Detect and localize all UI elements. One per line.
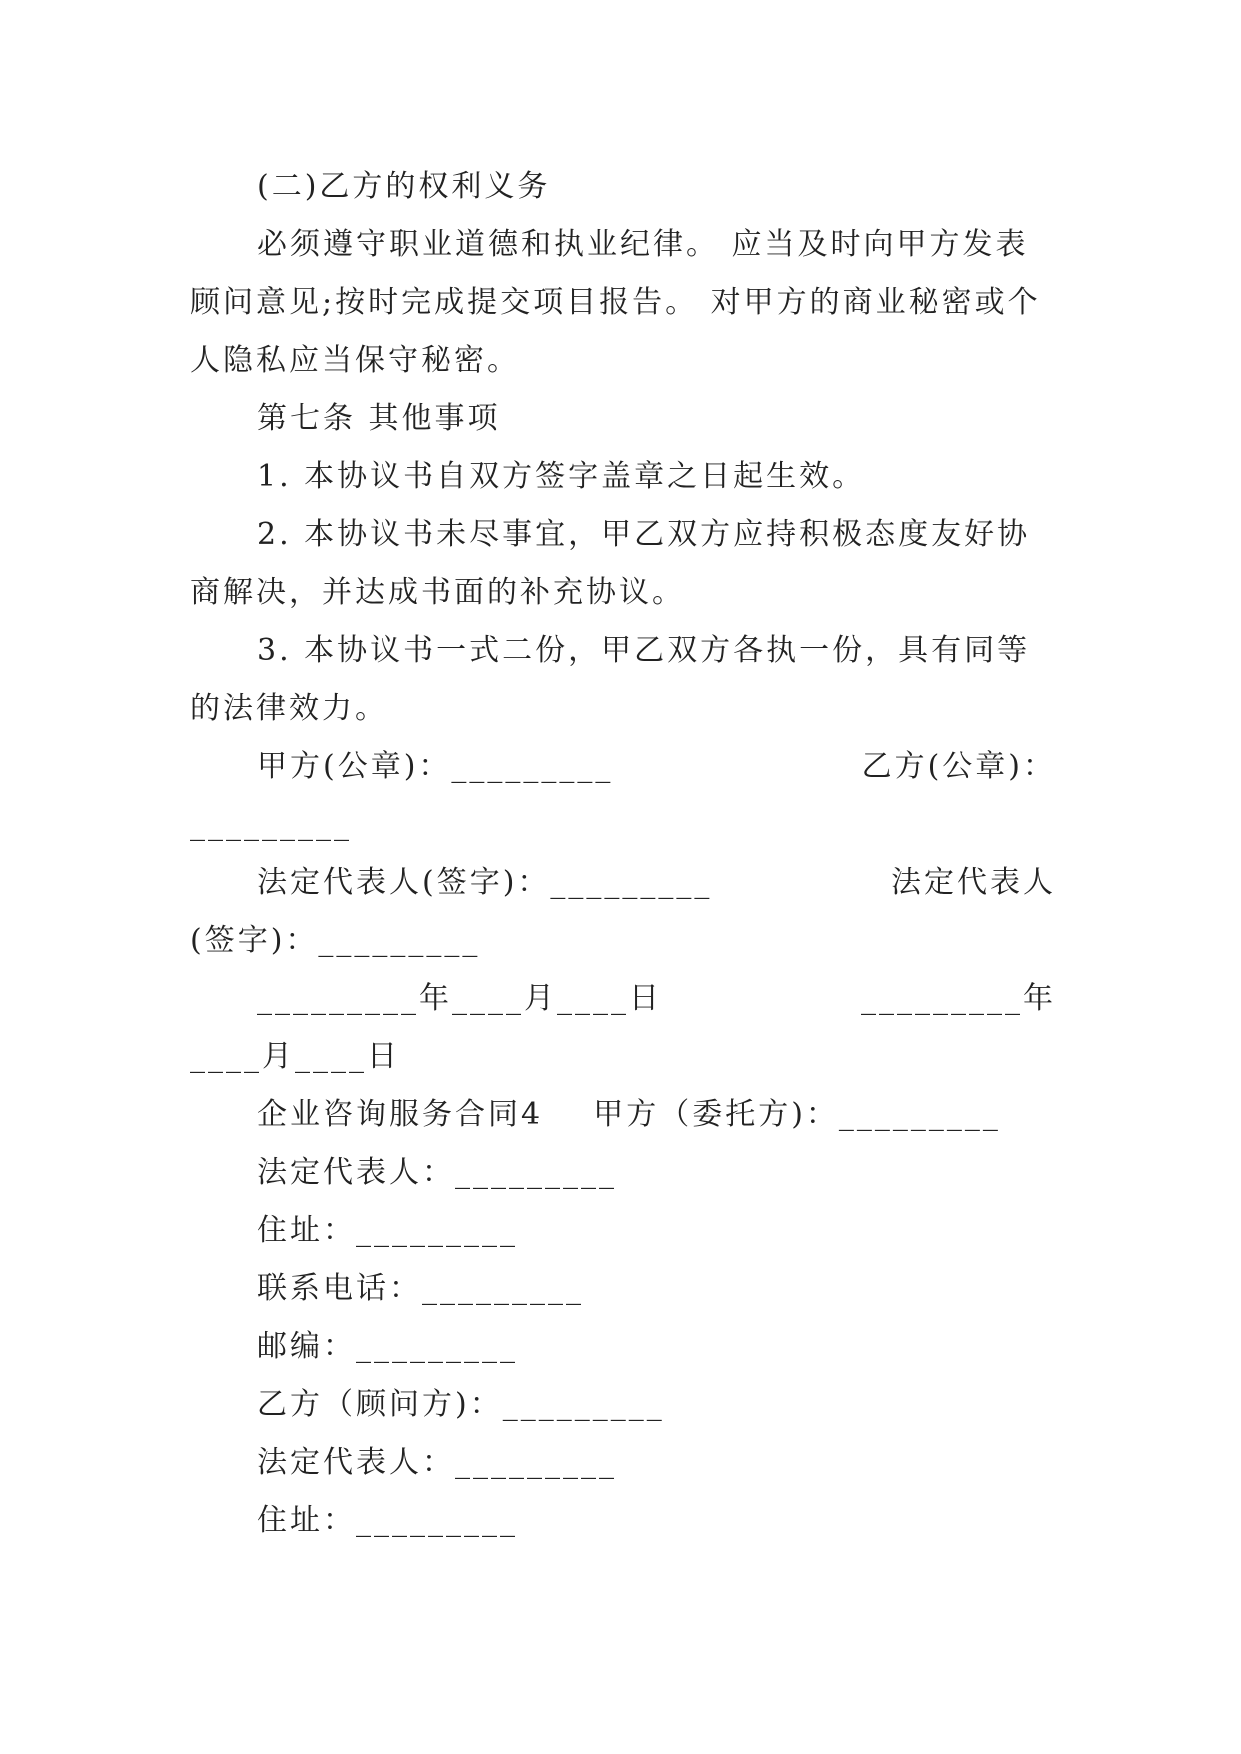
clause-3-continued: 的法律效力。 — [190, 691, 388, 726]
client-phone-field: 联系电话：_________ — [257, 1271, 584, 1306]
party-a-date-field: _________年____月____日 — [257, 981, 662, 1016]
party-b-representative-signature: (签字)：_________ — [190, 923, 481, 958]
party-b-seal-label: 乙方(公章)： — [861, 749, 1056, 784]
clause-2-continued: 商解决，并达成书面的补充协议。 — [190, 575, 685, 610]
clause-3: 3. 本协议书一式二份，甲乙双方各执一份，具有同等 — [257, 633, 1031, 668]
consultant-party-field: 乙方（顾问方)：_________ — [257, 1387, 665, 1422]
client-address-field: 住址：_________ — [257, 1213, 518, 1248]
paragraph-line: 顾问意见;按时完成提交项目报告。 对甲方的商业秘密或个 — [190, 285, 1041, 320]
client-postcode-field: 邮编：_________ — [257, 1329, 518, 1364]
party-b-date-year: _________年 — [861, 981, 1056, 1016]
party-a-representative-signature: 法定代表人(签字)：_________ — [257, 865, 713, 900]
consultant-address-field: 住址：_________ — [257, 1503, 518, 1538]
contract-title-and-client: 企业咨询服务合同4 甲方（委托方)：_________ — [257, 1097, 1001, 1132]
clause-2: 2. 本协议书未尽事宜，甲乙双方应持积极态度友好协 — [257, 517, 1031, 552]
party-b-date-month-day: ____月____日 — [190, 1039, 400, 1074]
client-representative-field: 法定代表人：_________ — [257, 1155, 617, 1190]
section-heading-party-b-rights: (二)乙方的权利义务 — [257, 169, 551, 204]
clause-1: 1. 本协议书自双方签字盖章之日起生效。 — [257, 459, 866, 494]
article-heading: 第七条 其他事项 — [257, 401, 501, 436]
party-a-seal-field: 甲方(公章)：_________ — [257, 749, 614, 784]
party-b-seal-blank: _________ — [190, 807, 352, 842]
paragraph-line: 人隐私应当保守秘密。 — [190, 343, 520, 378]
party-b-representative-label: 法定代表人 — [891, 865, 1056, 900]
consultant-representative-field: 法定代表人：_________ — [257, 1445, 617, 1480]
paragraph-line: 必须遵守职业道德和执业纪律。 应当及时向甲方发表 — [257, 227, 1029, 262]
